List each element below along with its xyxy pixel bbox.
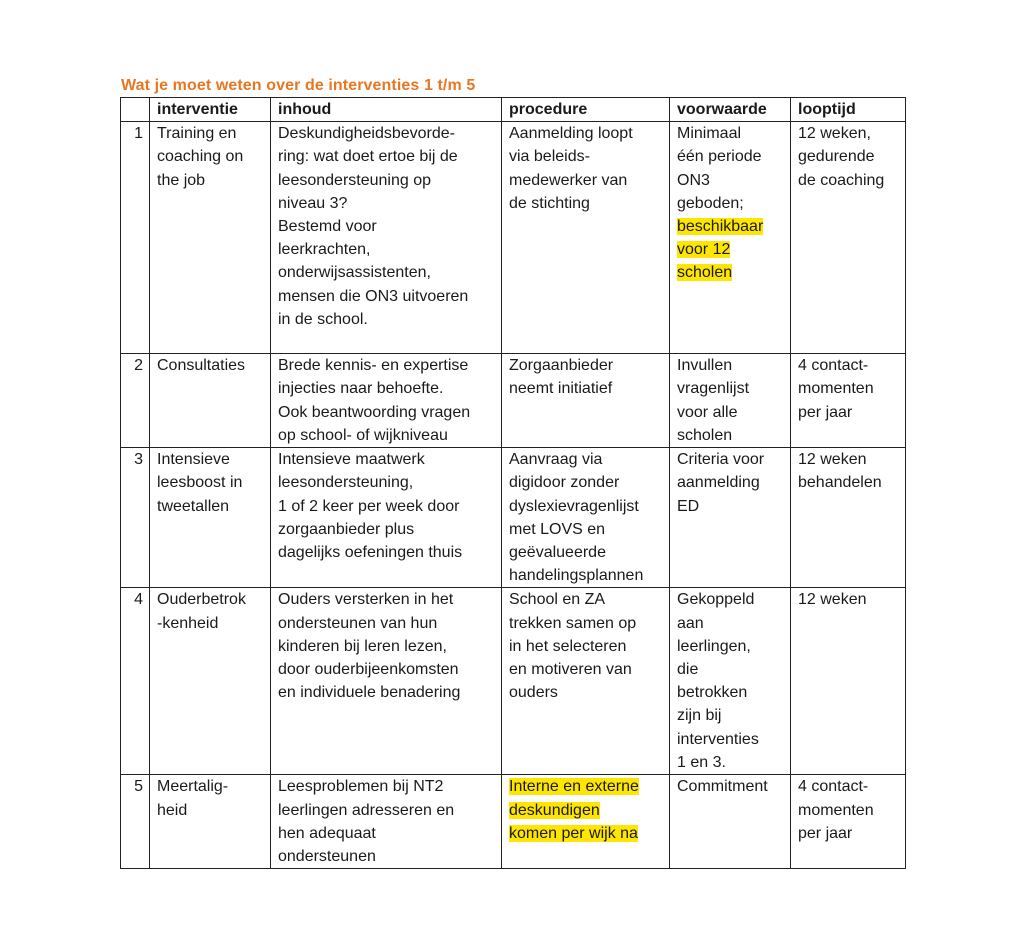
cell-looptijd: 12 weken — [791, 588, 906, 775]
header-voorwaarde: voorwaarde — [670, 98, 791, 122]
cell-voorwaarde — [670, 588, 791, 775]
cell-interventie: Meertalig- heid — [150, 775, 271, 869]
table-body — [121, 122, 906, 869]
voorwaarde-text: Criteria voor aanmelding ED — [677, 451, 765, 515]
table-header — [121, 98, 906, 122]
header-row — [121, 98, 906, 122]
cell-procedure — [502, 448, 670, 588]
cell-procedure — [502, 588, 670, 775]
cell-interventie: Consultaties — [150, 354, 271, 448]
voorwaarde-text: Invullen vragenlijst voor alle scholen — [677, 357, 750, 444]
cell-inhoud: Deskundigheidsbevorde- ring: wat doet ertoe bij de leesondersteuning op niveau 3? Bestemd voor leerkrachten, onderwijsassistenten, mensen die ON3 uitvoeren in de school. — [271, 122, 502, 354]
voorwaarde-text: Minimaal één periode ON3 geboden; — [677, 125, 762, 212]
cell-inhoud: Ouders versterken in het ondersteunen van hun kinderen bij leren lezen, door ouderbijeenkomsten en individuele benadering — [271, 588, 502, 775]
document-title: Wat je moet weten over de interventies 1 t/m 5 — [121, 77, 476, 94]
row-number: 5 — [121, 775, 150, 869]
row-number: 3 — [121, 448, 150, 588]
procedure-text: Aanmelding loopt via beleids- medewerker van de stichting — [509, 125, 633, 212]
cell-procedure — [502, 354, 670, 448]
cell-looptijd: 4 contact- momenten per jaar — [791, 775, 906, 869]
procedure-text: Zorgaanbieder neemt initiatief — [509, 357, 614, 398]
cell-interventie: Training en coaching on the job — [150, 122, 271, 354]
cell-interventie: Intensieve leesboost in tweetallen — [150, 448, 271, 588]
procedure-text: School en ZA trekken samen op in het selecteren en motiveren van ouders — [509, 591, 637, 702]
interventions-table — [120, 97, 906, 869]
row-number: 2 — [121, 354, 150, 448]
row-number: 4 — [121, 588, 150, 775]
header-interventie: interventie — [150, 98, 271, 122]
cell-voorwaarde — [670, 448, 791, 588]
cell-voorwaarde — [670, 775, 791, 869]
cell-voorwaarde — [670, 354, 791, 448]
cell-inhoud: Brede kennis- en expertise injecties naar behoefte. Ook beantwoording vragen op school- of wijkniveau — [271, 354, 502, 448]
cell-interventie: Ouderbetrok -kenheid — [150, 588, 271, 775]
voorwaarde-text: Gekoppeld aan leerlingen, die betrokken zijn bij interventies 1 en 3. — [677, 591, 759, 771]
cell-inhoud: Leesproblemen bij NT2 leerlingen adresseren en hen adequaat ondersteunen — [271, 775, 502, 869]
header-looptijd: looptijd — [791, 98, 906, 122]
table-row — [121, 354, 906, 448]
procedure-highlight: Interne en externe deskundigen komen per wijk na — [509, 778, 639, 842]
header-number — [121, 98, 150, 122]
row-number: 1 — [121, 122, 150, 354]
table-row — [121, 588, 906, 775]
cell-procedure — [502, 122, 670, 354]
cell-looptijd: 4 contact- momenten per jaar — [791, 354, 906, 448]
cell-looptijd: 12 weken, gedurende de coaching — [791, 122, 906, 354]
cell-procedure — [502, 775, 670, 869]
cell-looptijd: 12 weken behandelen — [791, 448, 906, 588]
table-row — [121, 448, 906, 588]
voorwaarde-highlight: beschikbaar voor 12 scholen — [677, 218, 764, 282]
cell-voorwaarde — [670, 122, 791, 354]
table-row — [121, 122, 906, 354]
cell-inhoud: Intensieve maatwerk leesondersteuning, 1 of 2 keer per week door zorgaanbieder plus dagelijks oefeningen thuis — [271, 448, 502, 588]
procedure-text: Aanvraag via digidoor zonder dyslexievragenlijst met LOVS en geëvalueerde handelingsplannen — [509, 451, 644, 585]
table-row — [121, 775, 906, 869]
header-inhoud: inhoud — [271, 98, 502, 122]
header-procedure: procedure — [502, 98, 670, 122]
voorwaarde-text: Commitment — [677, 778, 768, 796]
